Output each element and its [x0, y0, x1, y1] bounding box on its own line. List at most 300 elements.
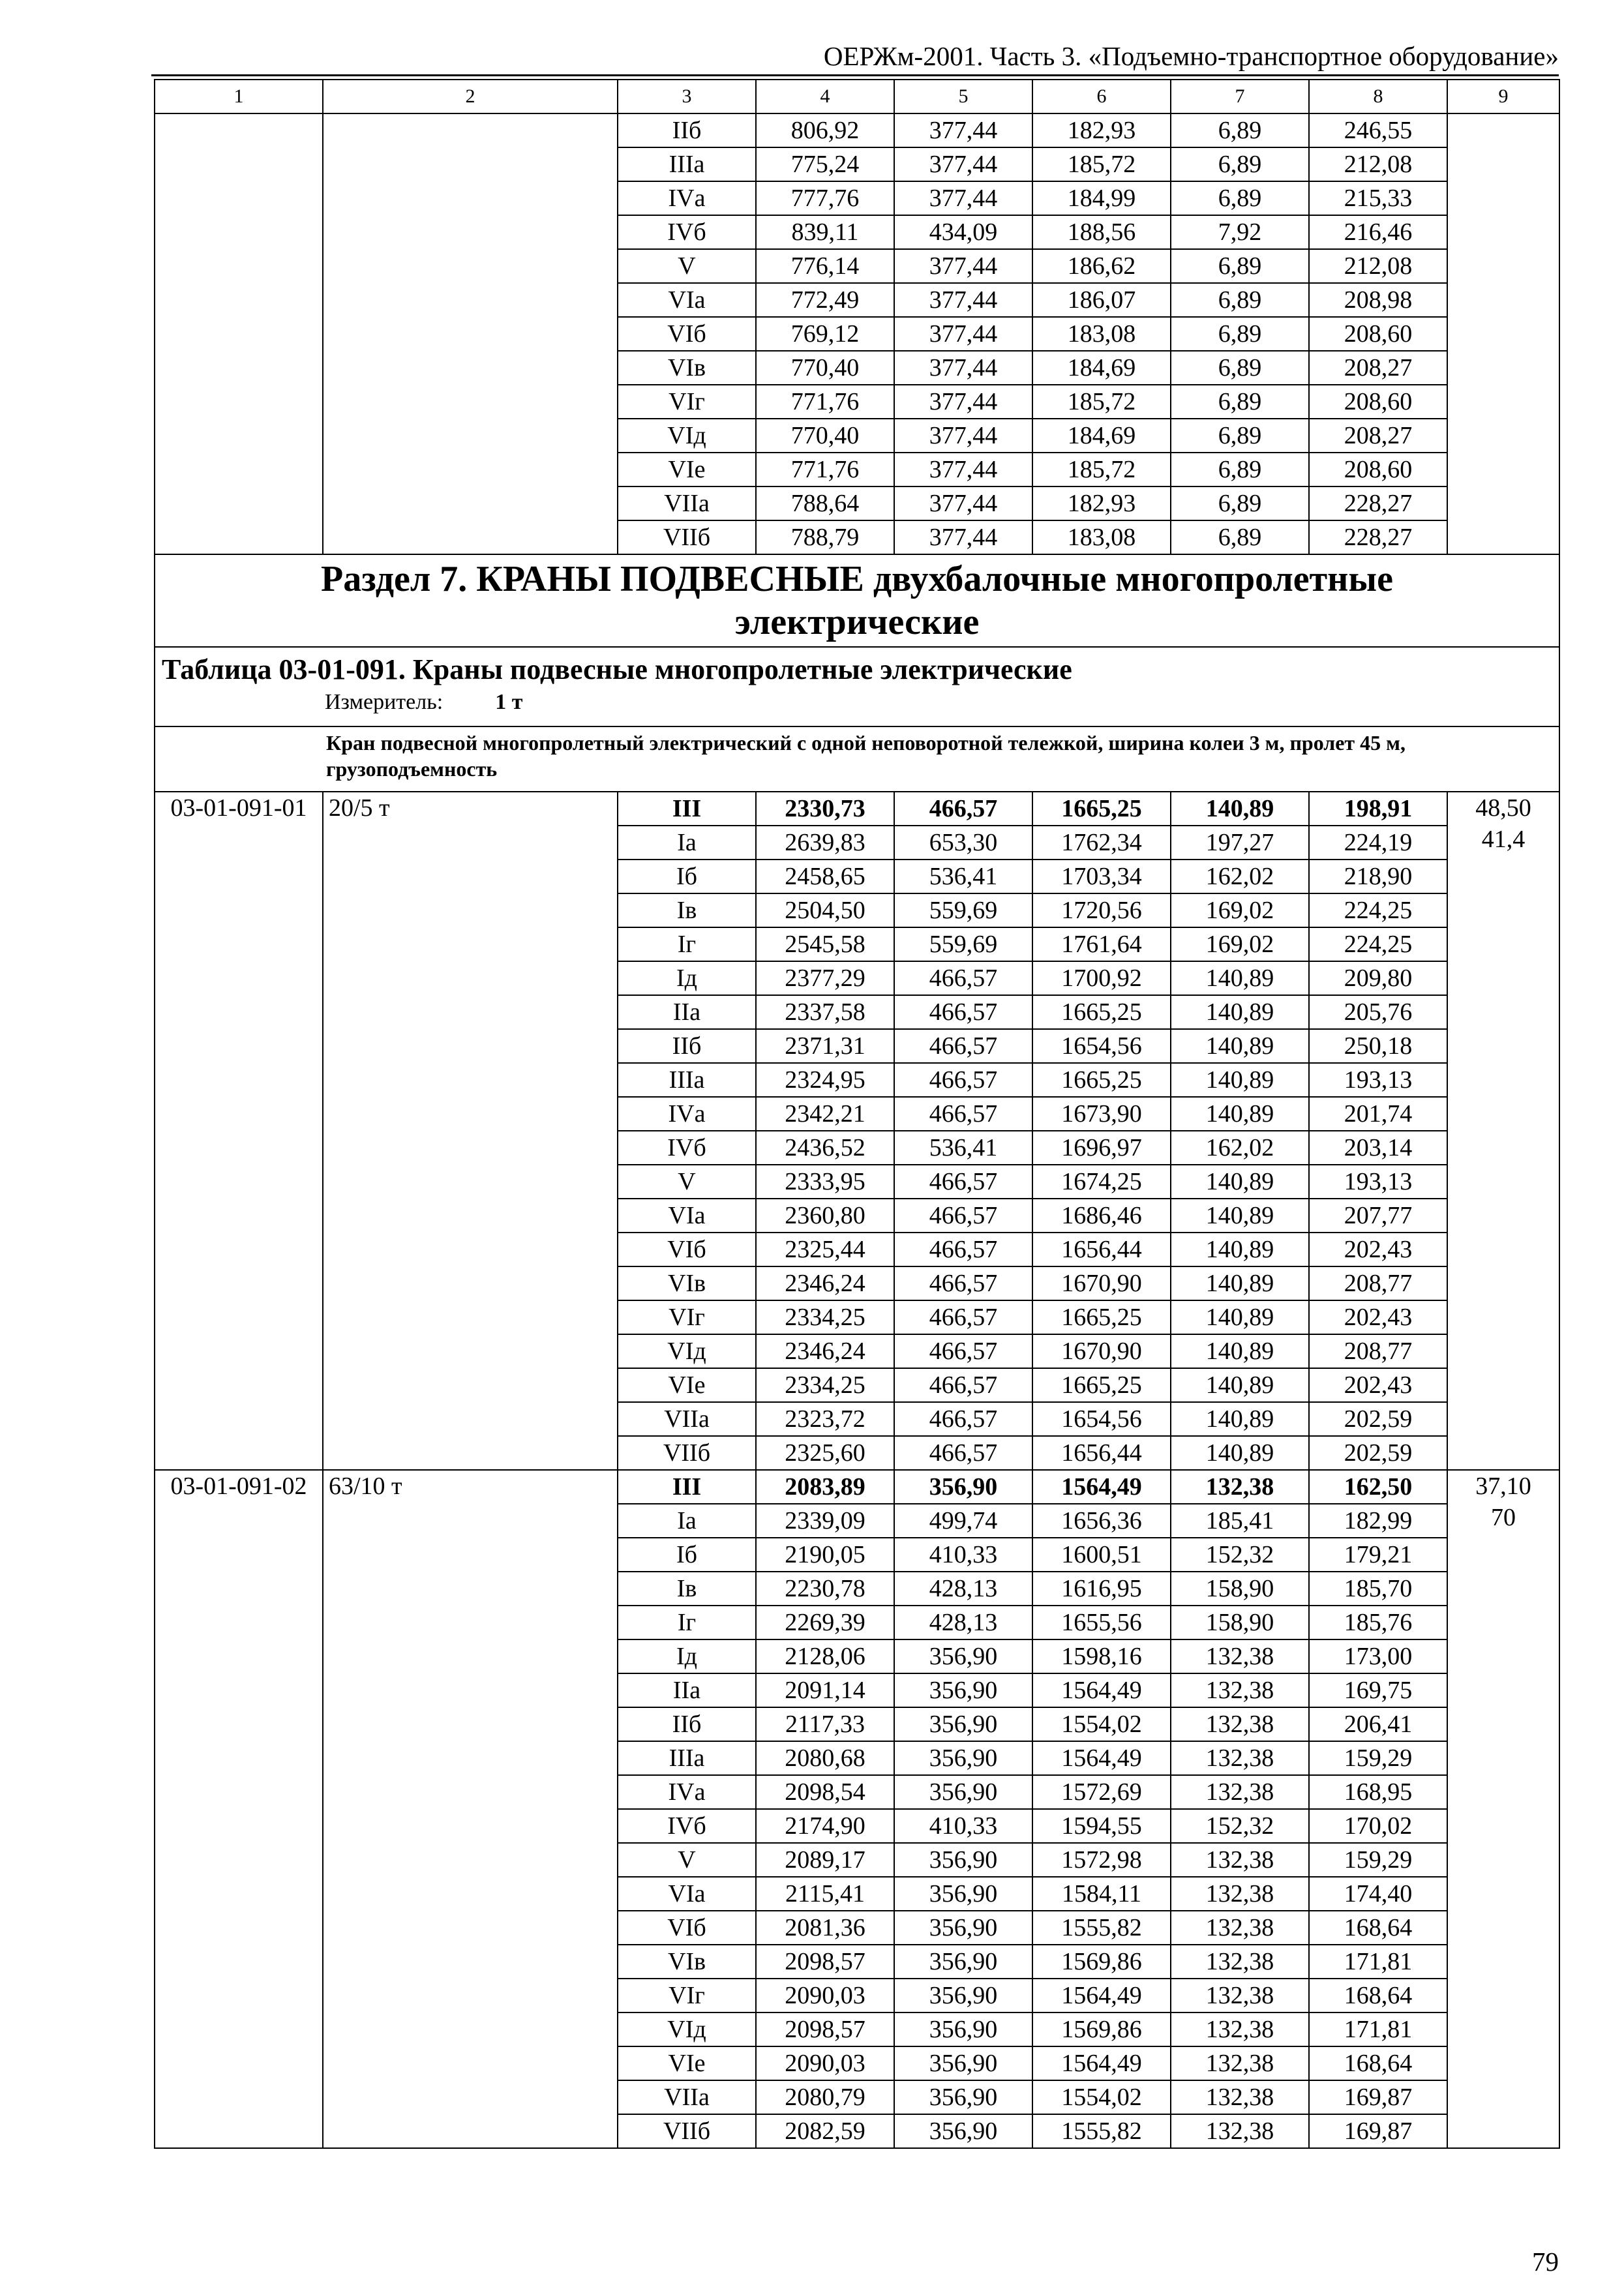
name-cell: 20/5 т — [323, 792, 618, 1470]
value-cell: 1555,82 — [1032, 2114, 1171, 2148]
value-cell: 6,89 — [1171, 147, 1309, 181]
value-cell: 7,92 — [1171, 215, 1309, 249]
value-cell: 185,70 — [1309, 1572, 1447, 1606]
value-cell: 162,02 — [1171, 1131, 1309, 1165]
value-cell: 788,79 — [756, 520, 894, 554]
value-cell: 193,13 — [1309, 1063, 1447, 1097]
value-cell: 466,57 — [894, 1334, 1032, 1368]
condition-cell: Iб — [618, 860, 756, 893]
value-cell: 184,69 — [1032, 419, 1171, 453]
value-cell: 140,89 — [1171, 1436, 1309, 1470]
value-cell: 132,38 — [1171, 2080, 1309, 2114]
value-cell: 1564,49 — [1032, 1470, 1171, 1504]
value-cell: 179,21 — [1309, 1538, 1447, 1572]
value-cell: 1654,56 — [1032, 1029, 1171, 1063]
condition-cell: Iг — [618, 1606, 756, 1639]
table-row — [155, 113, 1559, 147]
column-number-row — [155, 80, 1559, 113]
condition-cell: VIб — [618, 1911, 756, 1945]
col9-value: 41,4 — [1481, 826, 1526, 853]
value-cell: 6,89 — [1171, 317, 1309, 351]
value-cell: 1600,51 — [1032, 1538, 1171, 1572]
value-cell: 246,55 — [1309, 113, 1447, 147]
value-cell: 2377,29 — [756, 961, 894, 995]
value-cell: 132,38 — [1171, 2046, 1309, 2080]
value-cell: 1564,49 — [1032, 2046, 1171, 2080]
value-cell: 6,89 — [1171, 181, 1309, 215]
condition-cell: IVб — [618, 1131, 756, 1165]
value-cell: 185,72 — [1032, 453, 1171, 486]
value-cell: 218,90 — [1309, 860, 1447, 893]
value-cell: 228,27 — [1309, 486, 1447, 520]
value-cell: 169,87 — [1309, 2114, 1447, 2148]
rates-table-body — [155, 80, 1559, 2148]
value-cell: 466,57 — [894, 1063, 1032, 1097]
condition-cell: VIа — [618, 1877, 756, 1911]
value-cell: 140,89 — [1171, 1402, 1309, 1436]
condition-cell: IVб — [618, 215, 756, 249]
value-cell: 2346,24 — [756, 1266, 894, 1300]
value-cell: 208,60 — [1309, 317, 1447, 351]
value-cell: 1554,02 — [1032, 1707, 1171, 1741]
value-cell: 1665,25 — [1032, 1300, 1171, 1334]
condition-cell: VIб — [618, 1233, 756, 1266]
condition-cell: Iд — [618, 961, 756, 995]
value-cell: 140,89 — [1171, 1199, 1309, 1233]
value-cell: 377,44 — [894, 486, 1032, 520]
value-cell: 466,57 — [894, 961, 1032, 995]
value-cell: 170,02 — [1309, 1809, 1447, 1843]
value-cell: 2323,72 — [756, 1402, 894, 1436]
value-cell: 1656,44 — [1032, 1233, 1171, 1266]
table-title-cell — [155, 647, 1559, 726]
value-cell: 769,12 — [756, 317, 894, 351]
code-cell — [155, 113, 323, 554]
value-cell: 770,40 — [756, 351, 894, 385]
condition-cell: IIIа — [618, 147, 756, 181]
value-cell: 193,13 — [1309, 1165, 1447, 1199]
condition-cell: VIе — [618, 1368, 756, 1402]
value-cell: 168,64 — [1309, 2046, 1447, 2080]
value-cell: 197,27 — [1171, 826, 1309, 860]
value-cell: 356,90 — [894, 2080, 1032, 2114]
value-cell: 2337,58 — [756, 995, 894, 1029]
value-cell: 356,90 — [894, 1741, 1032, 1775]
value-cell: 2504,50 — [756, 893, 894, 927]
value-cell: 1686,46 — [1032, 1199, 1171, 1233]
condition-cell: VIа — [618, 1199, 756, 1233]
value-cell: 2128,06 — [756, 1639, 894, 1673]
value-cell: 1700,92 — [1032, 961, 1171, 995]
condition-cell: VIIа — [618, 2080, 756, 2114]
section-title — [155, 554, 1559, 647]
value-cell: 2334,25 — [756, 1300, 894, 1334]
value-cell: 132,38 — [1171, 1639, 1309, 1673]
value-cell: 140,89 — [1171, 1165, 1309, 1199]
value-cell: 2346,24 — [756, 1334, 894, 1368]
condition-cell: IVб — [618, 1809, 756, 1843]
value-cell: 1594,55 — [1032, 1809, 1171, 1843]
value-cell: 132,38 — [1171, 1843, 1309, 1877]
value-cell: 2190,05 — [756, 1538, 894, 1572]
value-cell: 140,89 — [1171, 1266, 1309, 1300]
value-cell: 250,18 — [1309, 1029, 1447, 1063]
value-cell: 356,90 — [894, 1843, 1032, 1877]
page-header-title: ОЕРЖм-2001. Часть 3. «Подъемно-транспортное оборудование» — [823, 41, 1559, 71]
value-cell: 2081,36 — [756, 1911, 894, 1945]
value-cell: 6,89 — [1171, 520, 1309, 554]
value-cell: 356,90 — [894, 2012, 1032, 2046]
value-cell: 466,57 — [894, 1300, 1032, 1334]
value-cell: 132,38 — [1171, 1775, 1309, 1809]
col9-value: 70 — [1491, 1504, 1516, 1531]
condition-cell: Iв — [618, 893, 756, 927]
value-cell: 1665,25 — [1032, 1368, 1171, 1402]
value-cell: 2115,41 — [756, 1877, 894, 1911]
value-cell: 466,57 — [894, 1165, 1032, 1199]
value-cell: 208,77 — [1309, 1266, 1447, 1300]
value-cell: 202,59 — [1309, 1402, 1447, 1436]
column-number: 6 — [1032, 80, 1171, 113]
condition-cell: IVа — [618, 1097, 756, 1131]
value-cell: 772,49 — [756, 283, 894, 317]
value-cell: 1674,25 — [1032, 1165, 1171, 1199]
value-cell: 2458,65 — [756, 860, 894, 893]
condition-cell: IIIа — [618, 1063, 756, 1097]
value-cell: 132,38 — [1171, 2114, 1309, 2148]
value-cell: 140,89 — [1171, 995, 1309, 1029]
value-cell: 206,41 — [1309, 1707, 1447, 1741]
value-cell: 188,56 — [1032, 215, 1171, 249]
value-cell: 2091,14 — [756, 1673, 894, 1707]
value-cell: 212,08 — [1309, 249, 1447, 283]
value-cell: 466,57 — [894, 1029, 1032, 1063]
value-cell: 6,89 — [1171, 453, 1309, 486]
value-cell: 169,02 — [1171, 927, 1309, 961]
value-cell: 168,64 — [1309, 1979, 1447, 2012]
value-cell: 377,44 — [894, 520, 1032, 554]
value-cell: 6,89 — [1171, 419, 1309, 453]
condition-cell: IVа — [618, 1775, 756, 1809]
value-cell: 1572,69 — [1032, 1775, 1171, 1809]
value-cell: 169,87 — [1309, 2080, 1447, 2114]
condition-cell: Iб — [618, 1538, 756, 1572]
table-description: Кран подвесной многопролетный электрический с одной неповоротной тележкой, ширина колеи 3 м, пролет 45 м, грузоподъемность — [155, 726, 1559, 792]
value-cell: 182,93 — [1032, 113, 1171, 147]
value-cell: 215,33 — [1309, 181, 1447, 215]
value-cell: 158,90 — [1171, 1572, 1309, 1606]
condition-cell: III — [618, 1470, 756, 1504]
value-cell: 2080,79 — [756, 2080, 894, 2114]
value-cell: 2342,21 — [756, 1097, 894, 1131]
value-cell: 356,90 — [894, 1639, 1032, 1673]
value-cell: 1665,25 — [1032, 1063, 1171, 1097]
value-cell: 1703,34 — [1032, 860, 1171, 893]
column-number: 1 — [155, 80, 323, 113]
value-cell: 2330,73 — [756, 792, 894, 826]
value-cell: 208,27 — [1309, 351, 1447, 385]
value-cell: 356,90 — [894, 1707, 1032, 1741]
value-cell: 207,77 — [1309, 1199, 1447, 1233]
condition-cell: Iв — [618, 1572, 756, 1606]
condition-cell: VIг — [618, 1979, 756, 2012]
value-cell: 653,30 — [894, 826, 1032, 860]
value-cell: 2339,09 — [756, 1504, 894, 1538]
value-cell: 466,57 — [894, 1199, 1032, 1233]
value-cell: 1554,02 — [1032, 2080, 1171, 2114]
value-cell: 2080,68 — [756, 1741, 894, 1775]
value-cell: 2090,03 — [756, 1979, 894, 2012]
value-cell: 2083,89 — [756, 1470, 894, 1504]
value-cell: 377,44 — [894, 453, 1032, 486]
value-cell: 208,60 — [1309, 453, 1447, 486]
name-cell: 63/10 т — [323, 1470, 618, 2148]
value-cell: 152,32 — [1171, 1809, 1309, 1843]
value-cell: 208,60 — [1309, 385, 1447, 419]
value-cell: 377,44 — [894, 351, 1032, 385]
value-cell: 839,11 — [756, 215, 894, 249]
value-cell: 184,99 — [1032, 181, 1171, 215]
value-cell: 140,89 — [1171, 961, 1309, 995]
table-title-row — [155, 647, 1559, 726]
value-cell: 770,40 — [756, 419, 894, 453]
condition-cell: VIIб — [618, 1436, 756, 1470]
value-cell: 1555,82 — [1032, 1911, 1171, 1945]
value-cell: 1696,97 — [1032, 1131, 1171, 1165]
value-cell: 184,69 — [1032, 351, 1171, 385]
value-cell: 466,57 — [894, 1097, 1032, 1131]
value-cell: 171,81 — [1309, 1945, 1447, 1979]
condition-cell: VIб — [618, 317, 756, 351]
value-cell: 1564,49 — [1032, 1673, 1171, 1707]
value-cell: 771,76 — [756, 453, 894, 486]
condition-cell: VIIа — [618, 1402, 756, 1436]
value-cell: 6,89 — [1171, 486, 1309, 520]
value-cell: 466,57 — [894, 995, 1032, 1029]
value-cell: 216,46 — [1309, 215, 1447, 249]
condition-cell: VIд — [618, 1334, 756, 1368]
value-cell: 203,14 — [1309, 1131, 1447, 1165]
value-cell: 140,89 — [1171, 1063, 1309, 1097]
value-cell: 377,44 — [894, 113, 1032, 147]
value-cell: 466,57 — [894, 1436, 1032, 1470]
value-cell: 377,44 — [894, 249, 1032, 283]
value-cell: 201,74 — [1309, 1097, 1447, 1131]
value-cell: 6,89 — [1171, 283, 1309, 317]
value-cell: 162,50 — [1309, 1470, 1447, 1504]
value-cell: 377,44 — [894, 283, 1032, 317]
value-cell: 356,90 — [894, 1945, 1032, 1979]
value-cell: 168,95 — [1309, 1775, 1447, 1809]
value-cell: 1673,90 — [1032, 1097, 1171, 1131]
value-cell: 205,76 — [1309, 995, 1447, 1029]
condition-cell: Iд — [618, 1639, 756, 1673]
value-cell: 1665,25 — [1032, 995, 1171, 1029]
value-cell: 536,41 — [894, 1131, 1032, 1165]
value-cell: 1720,56 — [1032, 893, 1171, 927]
value-cell: 2098,57 — [756, 2012, 894, 2046]
value-cell: 466,57 — [894, 1233, 1032, 1266]
value-cell: 499,74 — [894, 1504, 1032, 1538]
value-cell: 377,44 — [894, 385, 1032, 419]
value-cell: 224,25 — [1309, 893, 1447, 927]
meter-value: 1 т — [495, 690, 523, 714]
value-cell: 6,89 — [1171, 249, 1309, 283]
value-cell: 2360,80 — [756, 1199, 894, 1233]
value-cell: 356,90 — [894, 1673, 1032, 1707]
condition-cell: VIе — [618, 2046, 756, 2080]
value-cell: 428,13 — [894, 1572, 1032, 1606]
value-cell: 1656,36 — [1032, 1504, 1171, 1538]
condition-cell: IIб — [618, 1707, 756, 1741]
value-cell: 171,81 — [1309, 2012, 1447, 2046]
value-cell: 1598,16 — [1032, 1639, 1171, 1673]
section-title-line2: электрические — [734, 602, 980, 642]
value-cell: 2334,25 — [756, 1368, 894, 1402]
value-cell: 132,38 — [1171, 1911, 1309, 1945]
value-cell: 228,27 — [1309, 520, 1447, 554]
value-cell: 6,89 — [1171, 113, 1309, 147]
meter-label: Измеритель: — [325, 690, 444, 714]
condition-cell: VIа — [618, 283, 756, 317]
value-cell: 1564,49 — [1032, 1979, 1171, 2012]
value-cell: 2436,52 — [756, 1131, 894, 1165]
value-cell: 185,76 — [1309, 1606, 1447, 1639]
value-cell: 2324,95 — [756, 1063, 894, 1097]
value-cell: 132,38 — [1171, 1470, 1309, 1504]
value-cell: 182,93 — [1032, 486, 1171, 520]
condition-cell: VIв — [618, 351, 756, 385]
value-cell: 2230,78 — [756, 1572, 894, 1606]
column-number: 7 — [1171, 80, 1309, 113]
value-cell: 132,38 — [1171, 1673, 1309, 1707]
value-cell: 132,38 — [1171, 1945, 1309, 1979]
value-cell: 169,02 — [1171, 893, 1309, 927]
value-cell: 140,89 — [1171, 1233, 1309, 1266]
value-cell: 159,29 — [1309, 1741, 1447, 1775]
value-cell: 1670,90 — [1032, 1266, 1171, 1300]
value-cell: 6,89 — [1171, 385, 1309, 419]
col9-cell — [1447, 792, 1559, 1470]
condition-cell: IIа — [618, 995, 756, 1029]
value-cell: 428,13 — [894, 1606, 1032, 1639]
value-cell: 1569,86 — [1032, 1945, 1171, 1979]
value-cell: 208,98 — [1309, 283, 1447, 317]
code-cell: 03-01-091-01 — [155, 792, 323, 1470]
value-cell: 2082,59 — [756, 2114, 894, 2148]
value-cell: 1564,49 — [1032, 1741, 1171, 1775]
value-cell: 377,44 — [894, 317, 1032, 351]
value-cell: 2174,90 — [756, 1809, 894, 1843]
value-cell: 158,90 — [1171, 1606, 1309, 1639]
column-number: 4 — [756, 80, 894, 113]
page-number: 79 — [1532, 2247, 1559, 2277]
value-cell: 202,43 — [1309, 1233, 1447, 1266]
value-cell: 1665,25 — [1032, 792, 1171, 826]
value-cell: 771,76 — [756, 385, 894, 419]
value-cell: 2325,44 — [756, 1233, 894, 1266]
col9-value: 37,10 — [1475, 1473, 1531, 1500]
value-cell: 2098,57 — [756, 1945, 894, 1979]
value-cell: 185,41 — [1171, 1504, 1309, 1538]
value-cell: 356,90 — [894, 1911, 1032, 1945]
value-cell: 777,76 — [756, 181, 894, 215]
value-cell: 1670,90 — [1032, 1334, 1171, 1368]
value-cell: 140,89 — [1171, 792, 1309, 826]
value-cell: 2545,58 — [756, 927, 894, 961]
value-cell: 182,99 — [1309, 1504, 1447, 1538]
value-cell: 224,25 — [1309, 927, 1447, 961]
value-cell: 1761,64 — [1032, 927, 1171, 961]
col9-cell — [1447, 113, 1559, 554]
value-cell: 186,62 — [1032, 249, 1171, 283]
condition-cell: IVа — [618, 181, 756, 215]
value-cell: 183,08 — [1032, 520, 1171, 554]
value-cell: 2269,39 — [756, 1606, 894, 1639]
condition-cell: VIд — [618, 2012, 756, 2046]
value-cell: 140,89 — [1171, 1368, 1309, 1402]
value-cell: 356,90 — [894, 2114, 1032, 2148]
condition-cell: VIг — [618, 1300, 756, 1334]
condition-cell: IIа — [618, 1673, 756, 1707]
value-cell: 434,09 — [894, 215, 1032, 249]
condition-cell: III — [618, 792, 756, 826]
value-cell: 806,92 — [756, 113, 894, 147]
value-cell: 377,44 — [894, 147, 1032, 181]
value-cell: 377,44 — [894, 181, 1032, 215]
condition-cell: V — [618, 249, 756, 283]
value-cell: 466,57 — [894, 792, 1032, 826]
value-cell: 169,75 — [1309, 1673, 1447, 1707]
condition-cell: Iг — [618, 927, 756, 961]
value-cell: 410,33 — [894, 1809, 1032, 1843]
value-cell: 209,80 — [1309, 961, 1447, 995]
value-cell: 410,33 — [894, 1538, 1032, 1572]
value-cell: 173,00 — [1309, 1639, 1447, 1673]
value-cell: 466,57 — [894, 1402, 1032, 1436]
value-cell: 132,38 — [1171, 1979, 1309, 2012]
value-cell: 174,40 — [1309, 1877, 1447, 1911]
value-cell: 559,69 — [894, 893, 1032, 927]
description-row — [155, 726, 1559, 792]
condition-cell: IIб — [618, 113, 756, 147]
condition-cell: VIг — [618, 385, 756, 419]
value-cell: 2090,03 — [756, 2046, 894, 2080]
value-cell: 132,38 — [1171, 2012, 1309, 2046]
column-number: 5 — [894, 80, 1032, 113]
value-cell: 1616,95 — [1032, 1572, 1171, 1606]
condition-cell: Iа — [618, 1504, 756, 1538]
value-cell: 466,57 — [894, 1266, 1032, 1300]
value-cell: 185,72 — [1032, 147, 1171, 181]
value-cell: 159,29 — [1309, 1843, 1447, 1877]
condition-cell: V — [618, 1843, 756, 1877]
value-cell: 185,72 — [1032, 385, 1171, 419]
value-cell: 208,27 — [1309, 419, 1447, 453]
col9-value: 48,50 — [1475, 794, 1531, 822]
value-cell: 140,89 — [1171, 1097, 1309, 1131]
column-number: 8 — [1309, 80, 1447, 113]
value-cell: 466,57 — [894, 1368, 1032, 1402]
condition-cell: VIе — [618, 453, 756, 486]
value-cell: 186,07 — [1032, 283, 1171, 317]
value-cell: 1762,34 — [1032, 826, 1171, 860]
value-cell: 2639,83 — [756, 826, 894, 860]
condition-cell: Iа — [618, 826, 756, 860]
section-title-line1: Раздел 7. КРАНЫ ПОДВЕСНЫЕ двухбалочные многопролетные — [321, 559, 1393, 599]
column-number: 3 — [618, 80, 756, 113]
rates-table — [154, 79, 1560, 2149]
